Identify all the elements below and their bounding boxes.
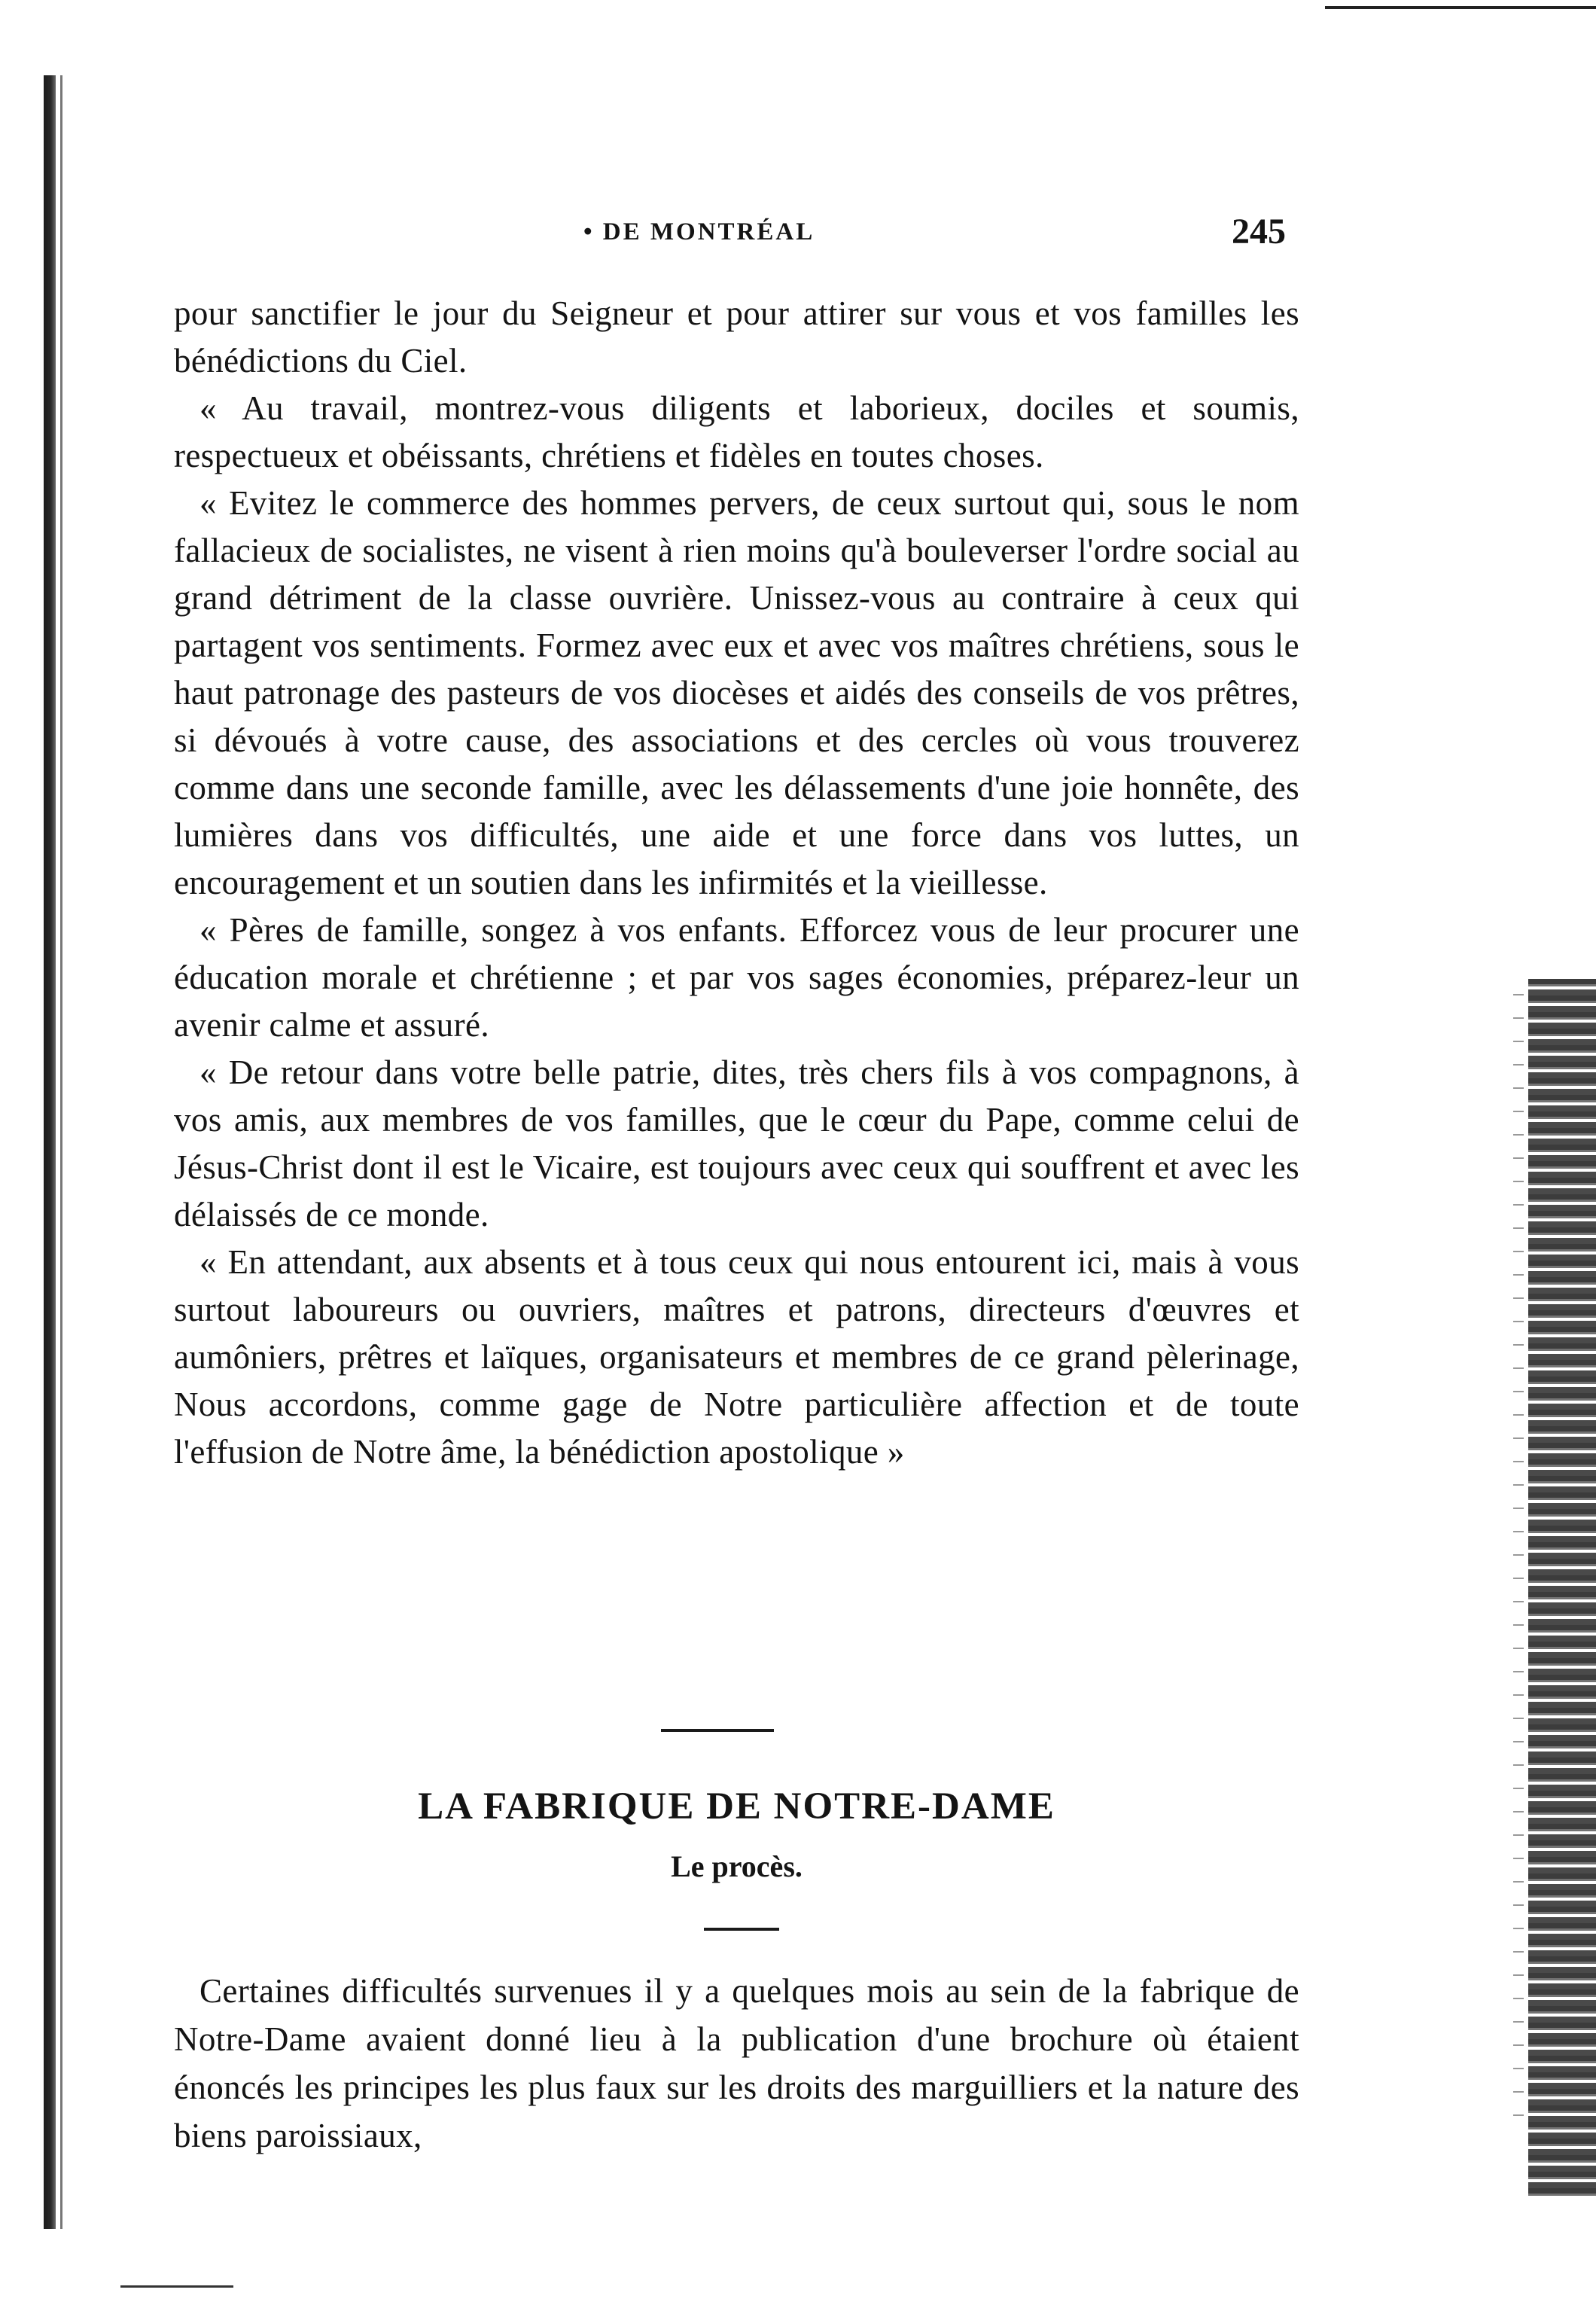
paragraph: « Evitez le commerce des hommes pervers, de ceux surtout qui, sous le nom fallacieux de socialistes, ne visent à rien moins qu'à bouleverser l'ordre social au grand détriment de la classe ouvrière. Unissez-vous au contraire à ceux qui partagent vos sentiments. Formez avec eux et avec vos maîtres chrétiens, sous le haut patronage des pasteurs de vos diocèses et aidés des conseils de vos prêtres, si dévoués à votre cause, des associations et des cercles où vous trouverez comme dans une seconde famille, avec les délassements d'une joie honnête, des lumières dans vos difficultés, une aide et une force dans vos luttes, un encouragement et un soutien dans les infirmités et la vieillesse. — [174, 484, 1299, 901]
scan-left-rule — [60, 75, 62, 2229]
page-number: 245 — [1232, 212, 1286, 252]
scan-left-edge — [44, 75, 56, 2229]
section-divider-top — [661, 1729, 774, 1732]
running-head: • DE MONTRÉAL — [583, 218, 815, 245]
paragraph: pour sanctifier le jour du Seigneur et pour attirer sur vous et vos familles les bénédictions du Ciel. — [174, 294, 1299, 380]
paragraph: Certaines difficultés survenues il y a quelques mois au sein de la fabrique de Notre-Dame avaient donné lieu à la publication d'une brochure où étaient énoncés les principes les plus faux sur les droits des marguilliers et la nature des biens paroissiaux, — [174, 1972, 1299, 2154]
paragraph: « Au travail, montrez-vous diligents et laborieux, dociles et soumis, respectueux et obéissants, chrétiens et fidèles en toutes choses. — [174, 389, 1299, 474]
paragraph: « Pères de famille, songez à vos enfants. Efforcez vous de leur procurer une éducation morale et chrétienne ; et par vos sages économies, préparez-leur un avenir calme et assuré. — [174, 911, 1299, 1044]
scan-right-edge — [1528, 979, 1596, 2199]
scan-bottom-rule — [120, 2285, 233, 2288]
body-text-main — [174, 290, 1299, 1476]
scan-top-rule — [1325, 6, 1596, 9]
section-divider-bottom — [704, 1928, 779, 1931]
body-text-section — [174, 1967, 1299, 2160]
section-title: LA FABRIQUE DE NOTRE-DAME — [418, 1785, 1055, 1828]
paragraph: « En attendant, aux absents et à tous ceux qui nous entourent ici, mais à vous surtout laboureurs ou ouvriers, maîtres et patrons, directeurs d'œuvres et aumôniers, prêtres et laïques, organisateurs et membres de ce grand pèlerinage, Nous accordons, comme gage de Notre particulière affection et de toute l'effusion de Notre âme, la bénédiction apostolique » — [174, 1243, 1299, 1471]
paragraph: « De retour dans votre belle patrie, dites, très chers fils à vos compagnons, à vos amis, aux membres de vos familles, que le cœur du Pape, comme celui de Jésus-Christ dont il est le Vicaire, est toujours avec ceux qui souffrent et avec les délaissés de ce monde. — [174, 1053, 1299, 1233]
scan-right-dots — [1513, 994, 1524, 2123]
section-subtitle: Le procès. — [671, 1849, 803, 1883]
